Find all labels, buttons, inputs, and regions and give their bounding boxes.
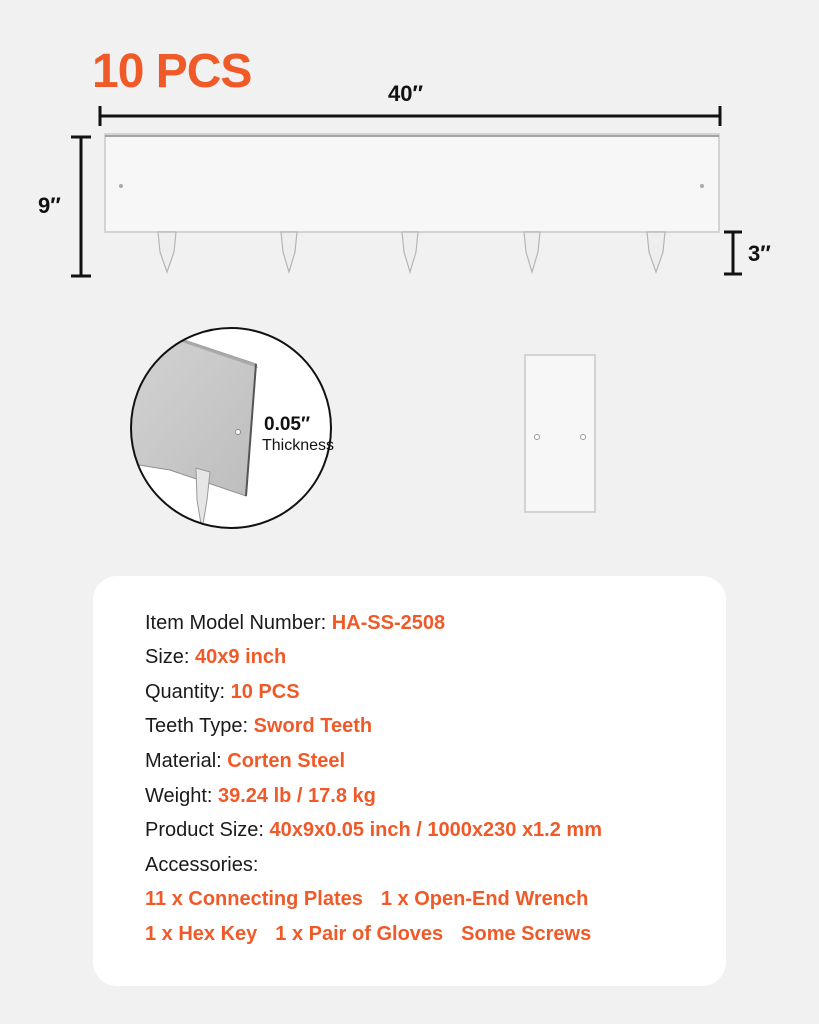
spec-quantity: Quantity: 10 PCS	[145, 681, 300, 703]
spec-teeth-type: Teeth Type: Sword Teeth	[145, 715, 373, 737]
accessory-wrench: 1 x Open-End Wrench	[380, 888, 589, 910]
thickness-label: Thickness	[262, 437, 335, 454]
plate-hole-left	[535, 435, 540, 440]
spec-accessories: Accessories:	[145, 854, 259, 876]
height-dimension-line	[71, 137, 91, 276]
edging-panel	[105, 134, 719, 232]
tooth-2	[281, 232, 297, 272]
spec-weight: Weight: 39.24 lb / 17.8 kg	[145, 785, 376, 807]
sword-teeth	[158, 232, 665, 272]
quantity-title: 10 PCS	[92, 45, 252, 98]
plate-hole-right	[581, 435, 586, 440]
zoom-hole	[236, 430, 241, 435]
tooth-3	[402, 232, 418, 272]
spec-material: Material: Corten Steel	[145, 750, 346, 772]
accessory-connecting-plates: 11 x Connecting Plates	[145, 888, 363, 910]
accessories-row-1	[145, 888, 606, 911]
width-dimension-line	[100, 106, 720, 126]
panel-hole-right	[700, 184, 704, 188]
teeth-dimension-line	[724, 232, 742, 274]
spec-product-size: Product Size: 40x9x0.05 inch / 1000x230 x1.2 mm	[145, 819, 602, 841]
tooth-1	[158, 232, 176, 272]
tooth-5	[647, 232, 665, 272]
spec-model: Item Model Number: HA-SS-2508	[145, 612, 446, 634]
tooth-4	[524, 232, 540, 272]
connecting-plate	[525, 355, 595, 512]
accessories-row-2	[145, 923, 609, 946]
spec-size: Size: 40x9 inch	[145, 646, 287, 668]
height-label: 9′′	[38, 193, 61, 218]
width-label: 40′′	[388, 81, 424, 106]
accessory-gloves: 1 x Pair of Gloves	[275, 923, 444, 945]
accessory-screws: Some Screws	[461, 923, 592, 945]
panel-hole-left	[119, 184, 123, 188]
thickness-value: 0.05′′	[264, 414, 311, 435]
accessory-hex-key: 1 x Hex Key	[145, 923, 258, 945]
teeth-height-label: 3′′	[748, 241, 771, 266]
